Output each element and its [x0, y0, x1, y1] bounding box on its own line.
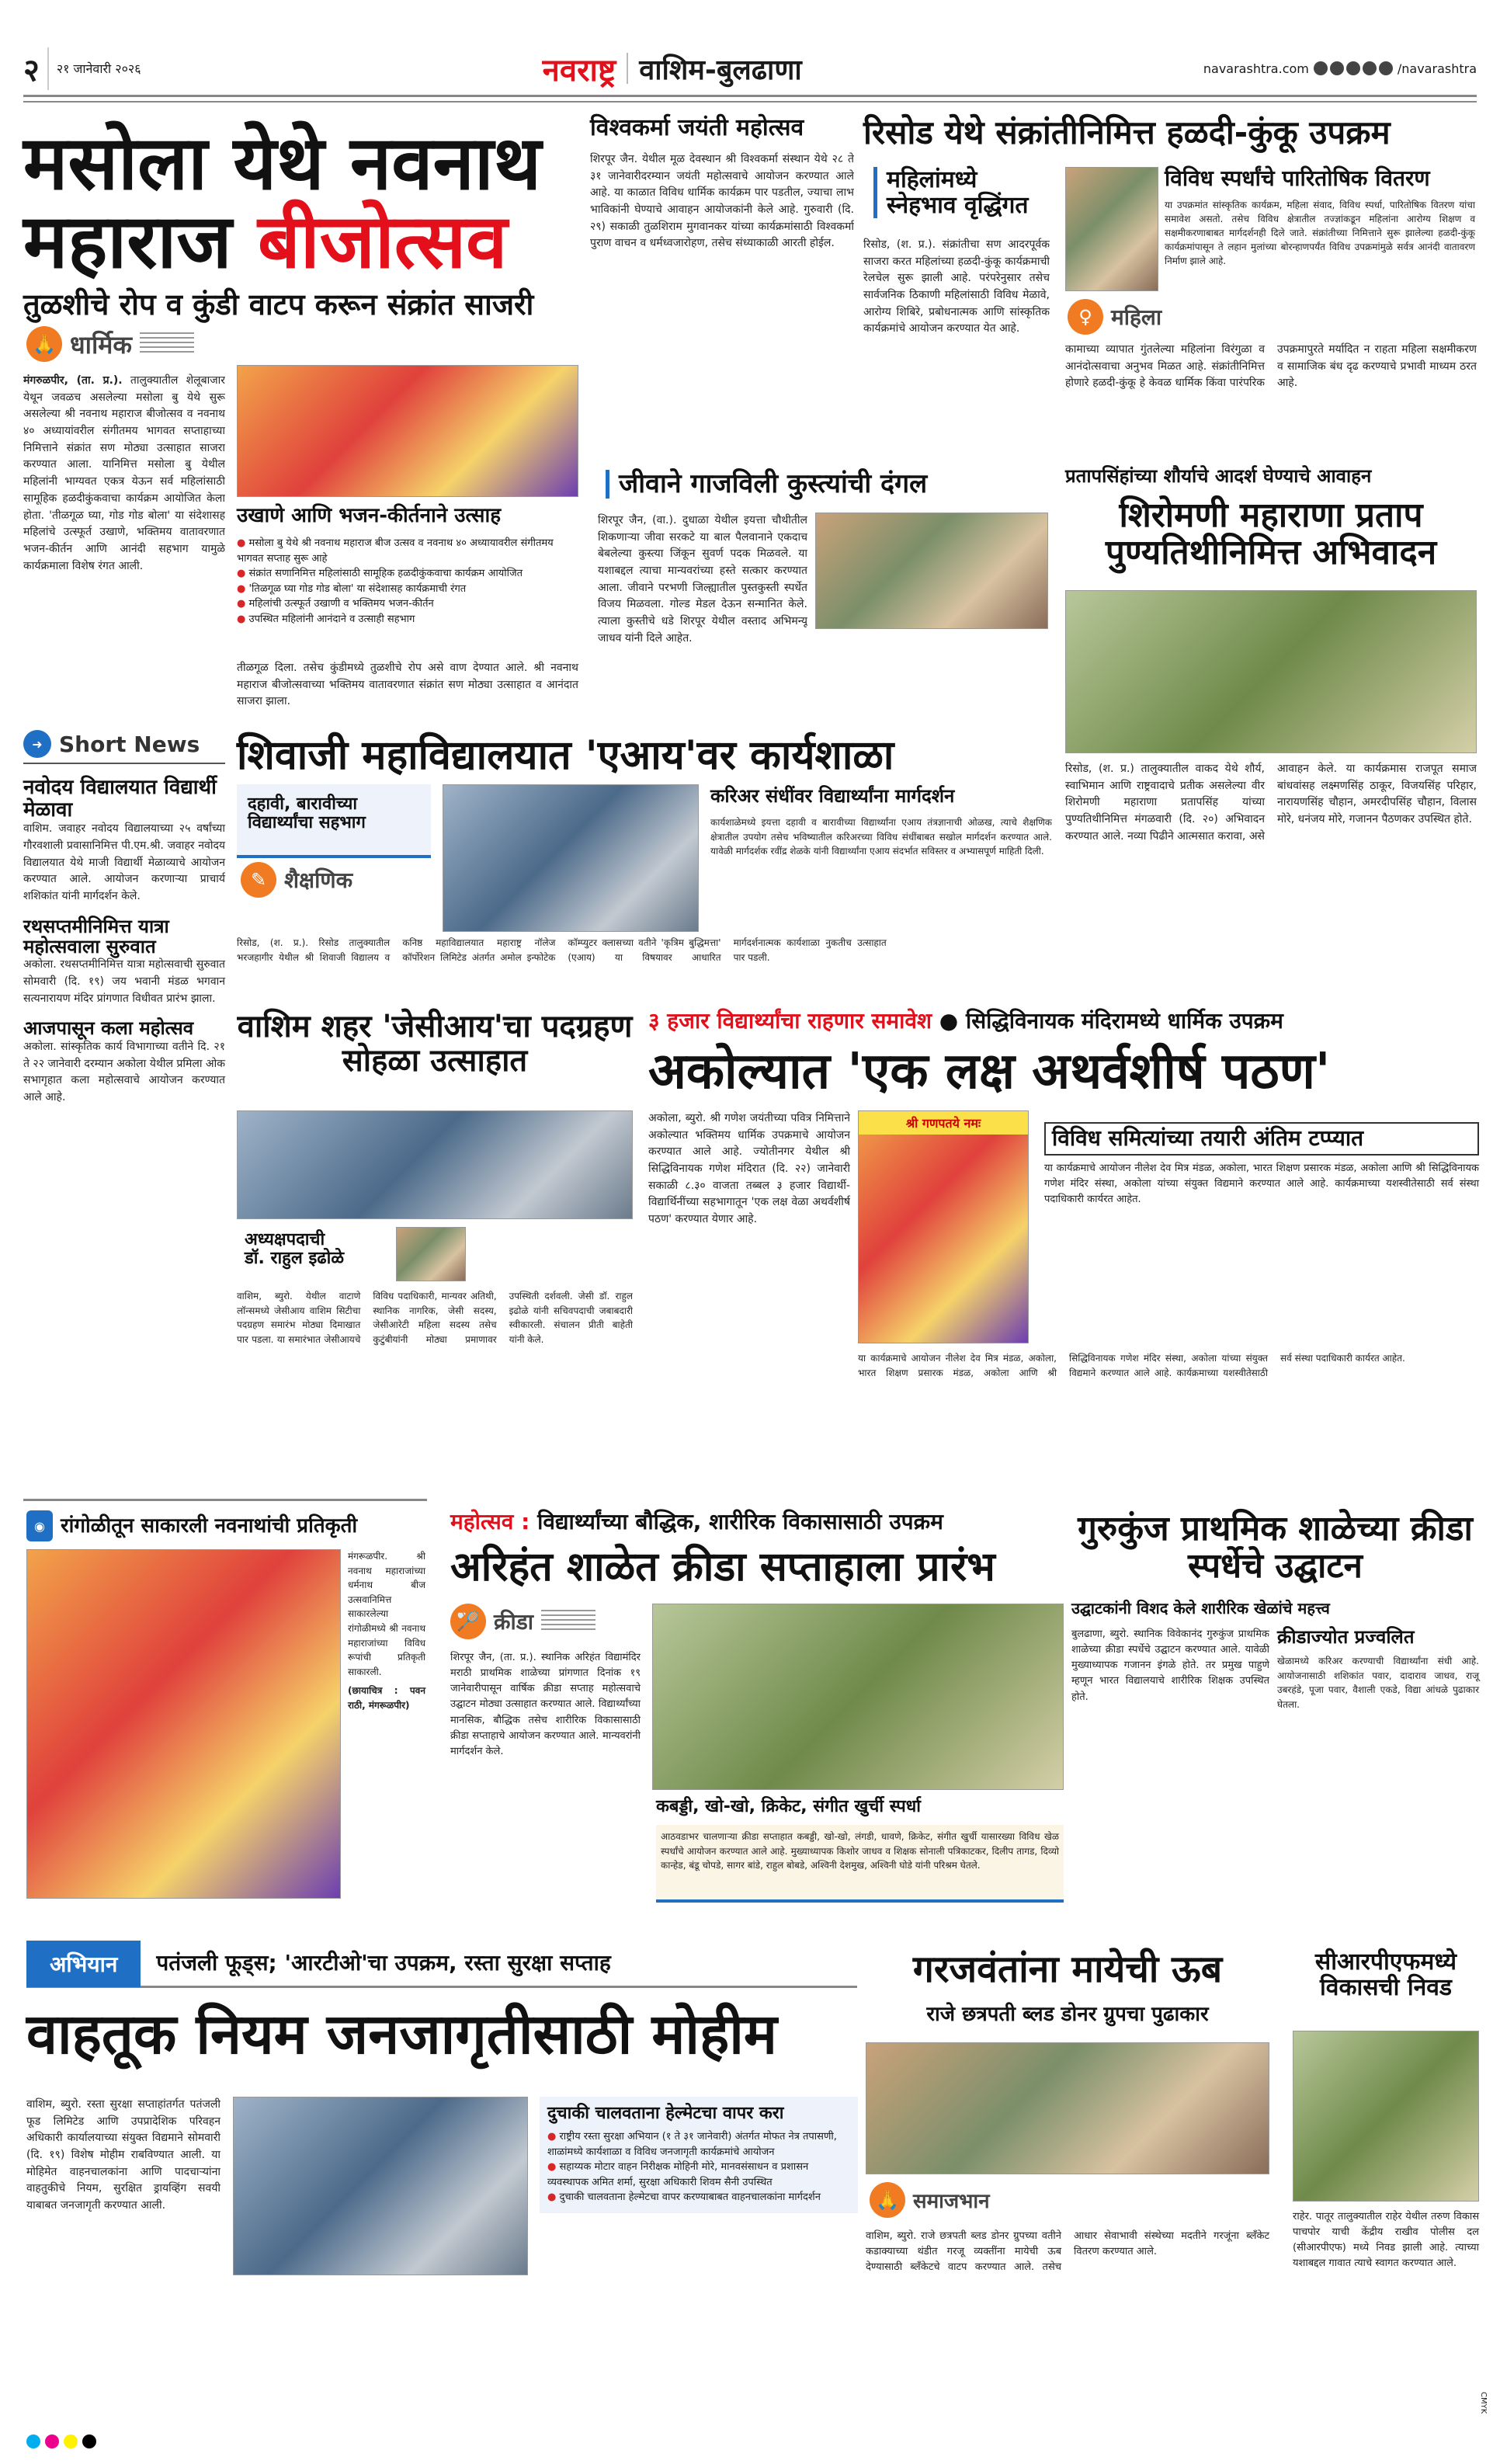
caption-text: मंगरूळपीर. श्री नवनाथ महाराजांच्या धर्मनाथ बीज उत्सवानिमित्त साकारलेल्या रांगोळीमध्ये श्री नवनाथ महाराजांच्या विविध रूपांची प्रतिकृती साकारली.	[348, 1551, 425, 1677]
risod-body: कामाच्या व्यापात गुंतलेल्या महिलांना विरंगुळा व आनंदोत्सवाचा अनुभव मिळत आहे. संक्रांतीनिमित्त होणारे हळदी-कुंकू हे केवळ धार्मिक किंवा पारंपरिक उपक्रमापुरते मर्यादित न राहता महिला सक्षमीकरण व सामाजिक बंध दृढ करण्याचे प्रभावी माध्यम ठरत आहे.	[1065, 343, 1477, 390]
lead-body	[23, 373, 225, 699]
mayechi-subhead: राजे छत्रपती ब्लड डोनर ग्रुपचा पुढाकार	[926, 2003, 1209, 2026]
abhiyan-headline: वाहतूक नियम जनजागृतीसाठी मोहीम	[26, 2001, 777, 2066]
header-rule	[23, 101, 1477, 103]
short-news-title: रथसप्तमीनिमित्त यात्रा महोत्सवाला सुरुवात	[23, 915, 169, 958]
arrow-circle-icon: ➜	[23, 730, 51, 758]
lead-subsection-title: उखाणे आणि भजन-कीर्तनाने उत्साह	[237, 504, 502, 527]
abhiyan-photo	[233, 2097, 528, 2275]
headline-highlight: बीजोत्सव	[258, 197, 508, 285]
arihant-subtitle: कबड्डी, खो-खो, क्रिकेट, संगीत खुर्ची स्पर्धा	[656, 1797, 921, 1816]
shivaji-subtitle: करिअर संधींवर विद्यार्थ्यांना मार्गदर्शन	[710, 785, 955, 807]
magenta-dot	[45, 2434, 59, 2448]
headline-line: पुण्यतिथीनिमित्त अभिवादन	[1105, 533, 1437, 573]
risod-side-body: रिसोड, (श. प्र.). संक्रांतीचा सण आदरपूर्वक साजरा करत महिलांच्या हळदी-कुंकू कार्यक्रमाची रेलचेल सुरू झाली आहे. परंपरेनुसार तसेच सार्वजनिक ठिकाणी महिलांसाठी विविध मेळावे, आरोग्य शिबिरे, प्रबोधनात्मक आणि सांस्कृतिक कार्यक्रमांचे आयोजन करण्यात येत आहे.	[863, 238, 1050, 335]
lead-closing: तीळगूळ दिला. तसेच कुंडीमध्ये तुळशीचे रोप असे वाण देण्यात आले. श्री नवनाथ महाराज बीजोत्सवाच्या भक्तिमय वातावरणात संक्रांत सण मोठ्या उत्साहात व आनंदात साजरा झाला.	[237, 662, 578, 708]
arihant-kicker	[450, 1510, 1064, 1534]
pratap-title	[1065, 497, 1477, 572]
short-news-item	[23, 1018, 225, 1106]
lead-headline	[23, 120, 582, 285]
dangal-title: जीवाने गाजविली कुस्त्यांची दंगल	[606, 470, 1040, 499]
x-icon[interactable]	[1346, 61, 1360, 75]
section-badge-sports	[450, 1604, 595, 1639]
akola-subtitle: विविध समित्यांच्या तयारी अंतिम टप्प्यात	[1044, 1122, 1479, 1156]
masthead	[23, 45, 1477, 92]
mayechi-headline: गरजवंतांना मायेची ऊब	[912, 1948, 1223, 1991]
dateline: मंगरुळपीर, (ता. प्र.).	[23, 374, 123, 387]
photo-sign-text: श्री गणपतये नमः	[859, 1111, 1028, 1135]
vishwakarma-body: शिरपूर जैन. येथील मूळ देवस्थान श्री विश्वकर्मा संस्थान येथे २८ ते ३१ जानेवारीदरम्यान जयंती महोत्सवाचे आयोजन करण्यात आले आहे. या काळात विविध धार्मिक कार्यक्रम पार पडतील, ज्याचा लाभ भाविकांनी घेण्याचे आवाहन आयोजकांनी केले आहे. गुरुवारी (दि. २९) सकाळी तुळशिराम मुगवानकर यांच्या कार्यक्रमांसाठी विश्वकर्मा पुराण वाचन व धर्मध्वजारोहण, तसेच संध्याकाळी आरती होईल.	[590, 153, 854, 250]
jci-portrait	[396, 1227, 466, 1281]
social-handle: /navarashtra	[1397, 61, 1477, 76]
facebook-icon[interactable]	[1314, 61, 1328, 75]
jci-photo	[237, 1110, 633, 1219]
section-label: Short News	[59, 731, 200, 757]
abhiyan-tag: अभियान	[26, 1941, 141, 1987]
arihant-photo	[652, 1604, 1064, 1790]
pencil-icon: ✎	[241, 862, 276, 898]
shivaji-headline: शिवाजी महाविद्यालयात 'एआय'वर कार्यशाळा	[237, 732, 894, 779]
akola-headline: अकोल्यात 'एक लक्ष अथर्वशीर्ष पठण'	[648, 1043, 1331, 1100]
edition-name: वाशिम-बुलढाणा	[639, 54, 802, 86]
arihant-sub-body: आठवडाभर चालणाऱ्या क्रीडा सप्ताहात कबड्डी, खो-खो, लंगडी, धावणे, क्रिकेट, संगीत खुर्ची यासारख्या विविध खेळ स्पर्धांचे आयोजन करण्यात आले आहे. मुख्याध्यापक किशोर जाधव व शिक्षक सोनाली पत्रिकाटकर, दिलीप तागड, दिव्यो कान्हेड, बंडू चोपडे, सागर बांडे, राहुल बोबडे, अश्विनी देशमुख, अश्विनी घोडे यांनी परिश्रम घेतले.	[656, 1825, 1064, 1903]
gurukunj-headline: गुरुकुंज प्राथमिक शाळेच्या क्रीडा स्पर्धेचे उद्घाटन	[1078, 1509, 1473, 1586]
helmet-box	[540, 2097, 858, 2213]
arihant-headline: अरिहंत शाळेत क्रीडा सप्ताहाला प्रारंभ	[450, 1544, 995, 1590]
divider	[627, 53, 628, 84]
abhiyan-kicker: पतंजली फूड्स; 'आरटीओ'चा उपक्रम, रस्ता सुरक्षा सप्ताह	[156, 1950, 611, 1976]
black-dot	[82, 2434, 96, 2448]
section-label: शैक्षणिक	[284, 867, 353, 893]
vishwakarma-title: विश्वकर्मा जयंती महोत्सव	[590, 114, 804, 141]
caption-name: डॉ. राहुल इढोळे	[245, 1249, 345, 1269]
crpf-photo	[1293, 2031, 1479, 2202]
dangal-photo	[815, 513, 1048, 629]
jci-caption	[245, 1231, 392, 1268]
gurukunj-side-title: क्रीडाज्योत प्रज्वलित	[1277, 1626, 1415, 1648]
akola-ganesh-photo	[858, 1110, 1029, 1343]
bullet-item: ● सहाय्यक मोटार वाहन निरीक्षक मोहिनी मोरे, मानवसंसाधन व प्रशासन व्यवस्थापक अमित शर्मा, सुरक्षा अधिकारी शिवम सैनी उपस्थित	[547, 2160, 850, 2190]
rangoli-caption	[348, 1549, 425, 1713]
shivaji-highlight-box: दहावी, बारावीच्या विद्यार्थ्यांचा सहभाग	[237, 784, 431, 858]
instagram-icon[interactable]	[1330, 61, 1344, 75]
section-divider	[23, 1499, 427, 1501]
gurukunj-side-body: खेळामध्ये करिअर करण्याची विद्यार्थ्यांना संधी आहे. आयोजनासाठी शशिकांत पवार, दादाराव जाधव, राजू उबरहंडे, पूजा पवार, वैशाली एकडे, विद्या आंधळे पुढाकार घेतला.	[1277, 1656, 1479, 1710]
short-news-text: अकोला. सांस्कृतिक कार्य विभागाच्या वतीने दि. २१ ते २२ जानेवारी दरम्यान अकोला येथील प्रमिला ओक सभागृहात कला महोत्सवाचे आयोजन करण्यात आले आहे.	[23, 1040, 225, 1103]
camera-icon: ◉	[26, 1510, 53, 1541]
mayechi-body: वाशिम, ब्युरो. राजे छत्रपती ब्लड डोनर ग्रुपच्या वतीने कडाक्याच्या थंडीत गरजू व्यक्तींना मायेची ऊब देण्यासाठी ब्लँकेटचे वाटप करण्यात आले. तसेच आधार सेवाभावी संस्थेच्या मदतीने गरजूंना ब्लँकेट वितरण करण्यात आले.	[866, 2230, 1269, 2274]
section-label: क्रीडा	[494, 1609, 533, 1635]
kicker-text: सिद्धिविनायक मंदिरामध्ये धार्मिक उपक्रम	[965, 1008, 1283, 1034]
cyan-dot	[26, 2434, 40, 2448]
linkedin-icon[interactable]	[1379, 61, 1393, 75]
bullet-item: ● उपस्थित महिलांनी आनंदाने व उत्साही सहभाग	[237, 612, 578, 627]
akola-kicker: ३ हजार विद्यार्थ्यांचा राहणार समावेश ● सिद्धिविनायक मंदिरामध्ये धार्मिक उपक्रम	[648, 1008, 1283, 1034]
pratap-photo	[1065, 590, 1477, 753]
article-text: तालुक्यातील शेलूबाजार येथून जवळच असलेल्या मसोला बु येथे सुरू असलेल्या श्री नवनाथ महाराज बीजोत्सव व नवनाथ ४० अध्यायांवरील संगीतमय भागवत सप्ताहाच्या निमित्ताने संक्रांत सण मोठ्या उत्साहात साजरा करण्यात आला. यानिमित्त मसोला बु येथील महिलांनी भाग्यवत एकत्र येऊन सर्व महिलांसाठी सामूहिक हळदीकुंकवाचा कार्यक्रम आयोजित केला होता. 'तीळगूळ घ्या, गोड गोड बोला' या संदेशासह महिलांचे उत्स्फूर्त उखाणे, भक्तिमय वातावरणात भजन-कीर्तन आणि आनंदी सहभाग यामुळे कार्यक्रमाला विशेष रंगत आली.	[23, 374, 225, 572]
risod-prize-body: या उपक्रमांत सांस्कृतिक कार्यक्रम, महिला संवाद, विविध स्पर्धा, पारितोषिक वितरण यांचा समावेश असतो. तसेच विविध क्षेत्रातील तज्ज्ञांकडून महिलांना आरोग्य शिक्षण व सक्षमीकरणाबाबत मार्गदर्शनही दिले जाते. संक्रांतीच्या निमित्ताने सुरू झालेल्या हळदी-कुंकू कार्यक्रमांपासून ते लहान मुलांच्या बोरन्हाणपर्यंत विविध उपक्रमांमुळे सर्वत्र आनंदी वातावरण निर्माण झाले आहे.	[1165, 200, 1475, 266]
risod-prize-title: विविध स्पर्धांचे पारितोषिक वितरण	[1165, 165, 1430, 191]
short-news-list	[23, 777, 225, 1107]
rangoli-photo	[26, 1549, 341, 1899]
site-url[interactable]: navarashtra.com	[1203, 61, 1309, 76]
section-badge-religious	[26, 326, 194, 362]
social-icons[interactable]	[1314, 61, 1393, 75]
decorative-lines	[541, 1610, 595, 1633]
headline-line: महाराज	[23, 197, 232, 285]
shivaji-body-2: रिसोड, (श. प्र.). रिसोड तालुक्यातील भरजहागीर येथील श्री शिवाजी विद्यालय व कनिष्ठ महाविद्यालयात महाराष्ट्र नॉलेज कॉर्पोरेशन लिमिटेड अंतर्गत अमोल इन्फोटेक कॉम्प्युटर क्लासच्या वतीने 'कृत्रिम बुद्धिमत्ता' (एआय) या विषयावर आधारित मार्गदर्शनात्मक कार्यशाळा नुकतीच उत्साहात पार पडली.	[237, 937, 887, 963]
sports-icon: 🏸	[450, 1604, 486, 1639]
folded-hands-icon: 🙏	[870, 2182, 905, 2218]
kicker-text: विद्यार्थ्यांच्या बौद्धिक, शारीरिक विकासासाठी उपक्रम	[537, 1509, 943, 1534]
mayechi-photo	[866, 2042, 1269, 2174]
bullet-item: ● मसोला बु येथे श्री नवनाथ महाराज बीज उत्सव व नवनाथ ४० अध्यायावरील संगीतमय भागवत सप्ताह सुरू आहे	[237, 536, 578, 566]
rangoli-title	[26, 1510, 357, 1541]
short-news-item	[23, 916, 225, 1008]
akola-body-2: या कार्यक्रमाचे आयोजन नीलेश देव मित्र मंडळ, अकोला, भारत शिक्षण प्रसारक मंडळ, अकोला आणि श्री सिद्धिविनायक गणेश मंदिर संस्था, अकोला यांच्या संयुक्त विद्यमाने करण्यात आले आहे. कार्यक्रमाच्या यशस्वीतेसाठी सर्व संस्था पदाधिकारी कार्यरत आहेत.	[858, 1353, 1405, 1378]
yellow-dot	[64, 2434, 78, 2448]
registration-dots	[26, 2434, 96, 2448]
shivaji-body: कार्यशाळेमध्ये इयत्ता दहावी व बारावीच्या विद्यार्थ्यांना एआय तंत्रज्ञानाची ओळख, त्याचे शैक्षणिक क्षेत्रातील उपयोग तसेच भविष्यातील करिअरच्या विविध संधींबाबत सखोल मार्गदर्शन करण्यात आले. यावेळी मार्गदर्शक रवींद्र शेळके यांनी विद्यार्थ्यांना एआय संदर्भात सविस्तर व अभ्यासपूर्ण माहिती दिली.	[710, 817, 1052, 857]
dangal-body: शिरपूर जैन, (वा.). दुधाळा येथील इयत्ता चौथीतील शिकणाऱ्या जीवा सरकटे या बाल पैलवानाने एकदाच बेबलेल्या कुस्त्या जिंकून सुवर्ण पदक मिळवले. या यशाबद्दल त्याचा मान्यवरांच्या हस्ते सत्कार करण्यात आला. जीवाने परभणी जिल्ह्यातील पुस्तकुस्ती स्पर्धेत विजय मिळवला. गोल्ड मेडल देऊन सन्मानित केले. त्याला कुस्तीचे धडे शिरपूर येथील वस्ताद अभिमन्यू जाधव यांनी दिले आहेत.	[598, 514, 807, 645]
section-label: महिला	[1111, 304, 1162, 330]
decorative-lines	[140, 332, 194, 356]
photo-credit: (छायाचित्र : पवन राठी, मंगरूळपीर)	[348, 1685, 425, 1711]
abhiyan-banner	[26, 1941, 857, 1988]
short-news-title: आजपासून कला महोत्सव	[23, 1017, 194, 1040]
short-news-text: अकोला. रथसप्तमीनिमित्त यात्रा महोत्सवाची सुरुवात सोमवारी (दि. १९) जय भवानी मंडळ भगवान सत्यनारायण मंदिर प्रांगणात विधीवत प्रारंभ झाला.	[23, 958, 225, 1005]
abhiyan-body: वाशिम, ब्युरो. रस्ता सुरक्षा सप्ताहांतर्गत पतंजली फूड लिमिटेड आणि उपप्रादेशिक परिवहन अधिकारी कार्यालयाच्या संयुक्त विद्यमाने सोमवारी (दि. १९) विशेष मोहीम राबविण्यात आली. या मोहिमेत वाहनचालकांना आणि पादचाऱ्यांना वाहतुकीचे नियम, सुरक्षित ड्रायव्हिंग सवयी याबाबत जनजागृती करण्यात आली.	[26, 2098, 220, 2212]
header-rule	[23, 95, 1477, 97]
jci-body: वाशिम, ब्युरो. येथील वाटाणे लॉन्समध्ये जेसीआय वाशिम सिटीचा पदग्रहण समारंभ मोठ्या दिमाखात पार पडला. या समारंभात जेसीआयचे विविध पदाधिकारी, मान्यवर अतिथी, स्थानिक नागरिक, जेसी सदस्य, जेसीआरेटी महिला सदस्य तसेच कुटुंबीयांनी मोठ्या प्रमाणावर उपस्थिती दर्शवली. जेसी डॉ. राहुल इढोळे यांनी सचिवपदाची जबाबदारी स्वीकारली. संचालन प्रीती बाहेती यांनी केले.	[237, 1291, 633, 1345]
bullet-item: ● दुचाकी चालवताना हेल्मेटचा वापर करण्याबाबत वाहनचालकांना मार्गदर्शन	[547, 2190, 850, 2205]
youtube-icon[interactable]	[1363, 61, 1377, 75]
lead-bullets	[237, 536, 578, 627]
crpf-headline: सीआरपीएफमध्ये विकासची निवड	[1314, 1948, 1457, 2001]
bullet-item: ● राष्ट्रीय रस्ता सुरक्षा अभियान (१ ते ३१ जानेवारी) अंतर्गत मोफत नेत्र तपासणी, शाळांमध्ये कार्यशाळा व विविध जनजागृती कार्यक्रमांचे आयोजन	[547, 2129, 850, 2160]
kicker-highlight: महोत्सव :	[450, 1509, 530, 1534]
pratap-kicker: प्रतापसिंहांच्या शौर्याचे आदर्श घेण्याचे आवाहन	[1065, 465, 1372, 487]
issue-date: २१ जानेवारी २०२६	[56, 61, 141, 76]
lead-photo	[237, 365, 578, 497]
arihant-body: शिरपूर जैन, (ता. प्र.). स्थानिक अरिहंत विद्यामंदिर मराठी प्राथमिक शाळेच्या प्रांगणात दिनांक १९ जानेवारीपासून वार्षिक क्रीडा सप्ताह महोत्सवाचे उद्घाटन मोठ्या उत्साहात करण्यात आले. विद्यार्थ्यांच्या मानसिक, बौद्धिक तसेच शारीरिक विकासासाठी क्रीडा सप्ताहाचे आयोजन करण्यात आले. मान्यवरांनी मार्गदर्शन केले.	[450, 1652, 641, 1757]
bullet-item: ● 'तिळगूळ घ्या गोड गोड बोला' या संदेशासह कार्यक्रमाची रंगत	[237, 582, 578, 597]
section-badge-education	[241, 862, 352, 898]
rangoli-headline: रांगोळीतून साकारली नवनाथांची प्रतिकृती	[61, 1514, 358, 1538]
akola-body: अकोला, ब्युरो. श्री गणेश जयंतीच्या पवित्र निमित्ताने अकोल्यात भक्तिमय धार्मिक उपक्रमाचे आयोजन करण्यात आले आहे. ज्योतीनगर येथील श्री सिद्धिविनायक गणेश मंदिरात (दि. २२) जानेवारी सकाळी ८.३० वाजता तब्बल ३ हजार विद्यार्थी-विद्यार्थिनींच्या सहभागातून 'एक लक्ष वेळा अथर्वशीर्ष पठण' करण्यात येणार आहे.	[648, 1112, 850, 1226]
short-news-text: वाशिम. जवाहर नवोदय विद्यालयाच्या २५ वर्षांच्या गौरवशाली प्रवासानिमित्त पी.एम.श्री. जवाहर नवोदय विद्यालयात येथे माजी विद्यार्थी मेळाव्याचे आयोजन करण्यात आले. आयोजन करणाऱ्या प्राचार्य शशिकांत यांनी मार्गदर्शन केले.	[23, 822, 225, 902]
bullet-item: ● संक्रांत सणानिमित्त महिलांसाठी सामूहिक हळदीकुंकवाचा कार्यक्रम आयोजित	[237, 566, 578, 582]
risod-headline: रिसोड येथे संक्रांतीनिमित्त हळदी-कुंकू उपक्रम	[863, 113, 1391, 151]
risod-photo	[1065, 167, 1158, 291]
shivaji-photo	[443, 784, 699, 932]
crpf-body: राहेर. पातूर तालुक्यातील राहेर येथील तरुण विकास पाचपोर याची केंद्रीय राखीव पोलीस दल (सीआरपीएफ) मध्ये निवड झाली आहे. त्याच्या यशाबद्दल गावात त्याचे स्वागत करण्यात आले.	[1293, 2211, 1479, 2270]
gurukunj-body: बुलढाणा, ब्युरो. स्थानिक विवेकानंद गुरुकुंज प्राथमिक शाळेच्या क्रीडा स्पर्धेचे उद्घाटन करण्यात आले. यावेळी मुख्याध्यापक गजानन इंगळे होते. तर प्रमुख पाहुणे म्हणून भारत विद्यालयाचे शारीरिक शिक्षक उपस्थित होते.	[1071, 1628, 1269, 1703]
woman-icon: ♀	[1068, 299, 1103, 335]
section-label: समाजभान	[913, 2190, 990, 2213]
risod-side-title: महिलांमध्ये स्नेहभाव वृद्धिंगत	[873, 167, 1044, 218]
bullet-item: ● महिलांची उत्स्फूर्त उखाणी व भक्तिमय भजन-कीर्तन	[237, 596, 578, 612]
jci-headline: वाशिम शहर 'जेसीआय'चा पदग्रहण सोहळा उत्साहात	[237, 1009, 633, 1079]
headline-line: मसोला येथे नवनाथ	[23, 120, 542, 207]
section-label: धार्मिक	[70, 329, 132, 360]
section-badge-women	[1068, 299, 1161, 335]
section-badge-social	[870, 2182, 990, 2218]
brand-logo: नवराष्ट्र	[542, 52, 616, 89]
short-news-item	[23, 777, 225, 905]
folded-hands-icon: 🙏	[26, 326, 62, 362]
box-title: दुचाकी चालवताना हेल्मेटचा वापर करा	[547, 2104, 784, 2123]
page-number: २	[23, 47, 49, 90]
gurukunj-subhead: उद्घाटकांनी विशद केले शारीरिक खेळांचे महत्त्व	[1071, 1599, 1330, 1618]
cmyk-mark: CMYK	[1479, 2392, 1488, 2414]
short-news-title: नवोदय विद्यालयात विद्यार्थी मेळावा	[23, 776, 217, 822]
headline-line: शिरोमणी महाराणा प्रताप	[1119, 495, 1423, 535]
caption-label: अध्यक्षपदाची	[245, 1230, 325, 1249]
lead-subhead: तुळशीचे रोप व कुंडी वाटप करून संक्रांत साजरी	[23, 287, 534, 321]
akola-sub-body: या कार्यक्रमाचे आयोजन नीलेश देव मित्र मंडळ, अकोला, भारत शिक्षण प्रसारक मंडळ, अकोला आणि श्री सिद्धिविनायक गणेश मंदिर संस्था, अकोला यांच्या संयुक्त विद्यमाने करण्यात आले आहे. कार्यक्रमाच्या यशस्वीतेसाठी सर्व संस्था पदाधिकारी कार्यरत आहेत.	[1044, 1162, 1479, 1206]
pratap-body: रिसोड, (श. प्र.) तालुक्यातील वाकद येथे शौर्य, स्वाभिमान आणि राष्ट्रवादाचे प्रतीक असलेल्या वीर शिरोमणी महाराणा प्रतापसिंह यांच्या पुण्यतिथीनिमित्त मंगळवारी (दि. २०) अभिवादन करण्यात आले. नव्या पिढीने आत्मसात करावा, असे आवाहन केले. या कार्यक्रमास राजपूत समाज बांधवांसह लक्ष्मणसिंह ठाकूर, विजयसिंह परिहार, नारायणसिंह चौहान, अमरदीपसिंह चौहान, विलास मोरे, धनंजय मोरे, गजानन पैठणकर उपस्थित होते.	[1065, 763, 1477, 843]
short-news-header	[23, 730, 225, 764]
kicker-highlight: ३ हजार विद्यार्थ्यांचा राहणार समावेश	[648, 1008, 932, 1034]
